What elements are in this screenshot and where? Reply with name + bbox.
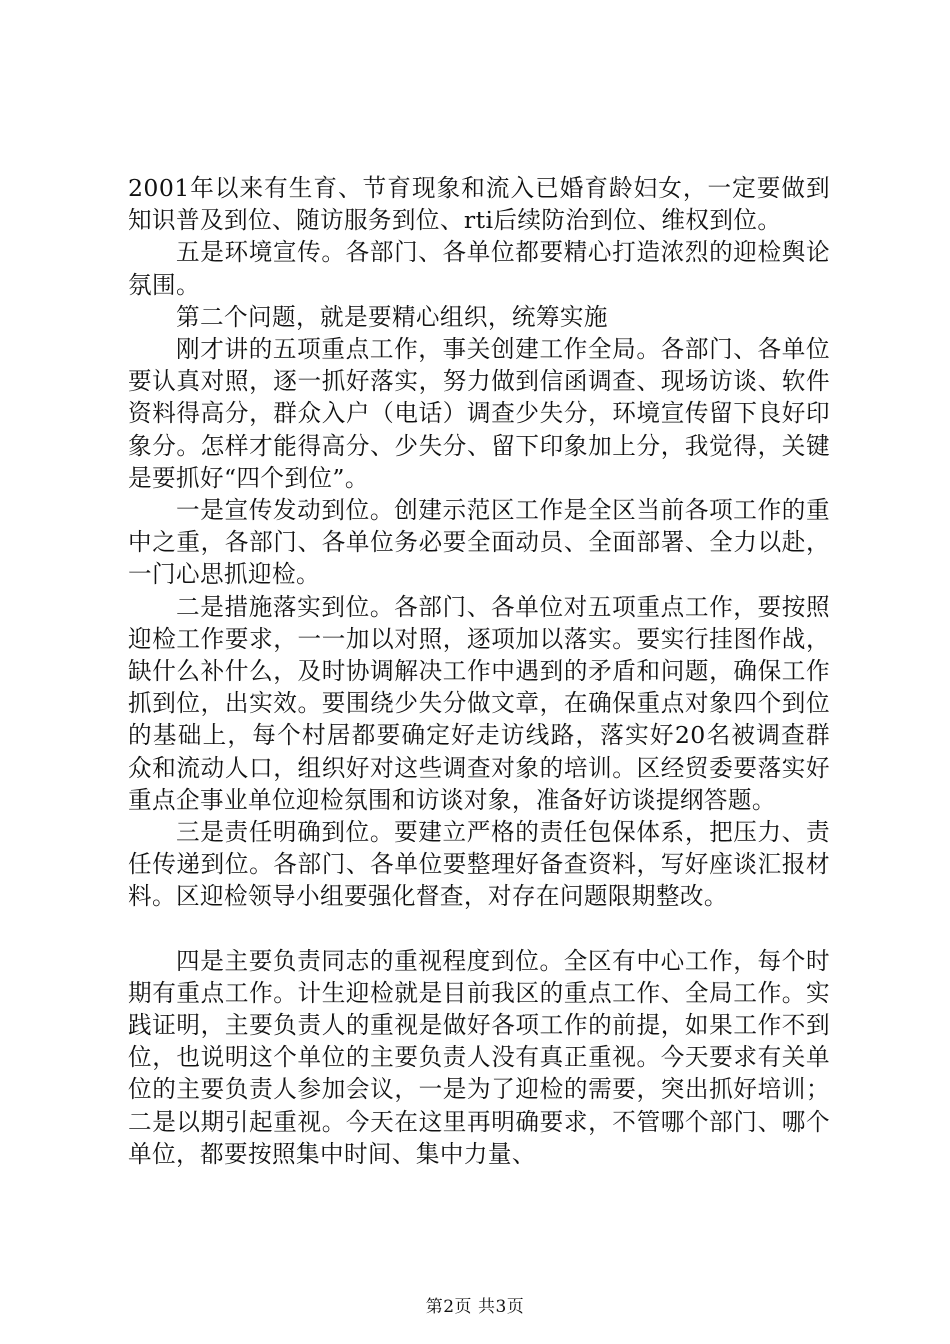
document-body [128,172,830,1170]
section-heading-second-issue: 第二个问题，就是要精心组织，统筹实施 [176,302,608,331]
paragraph-clear-responsibility: 三是责任明确到位。要建立严格的责任包保体系，把压力、责任传递到位。各部门、各单位要整理好备查资料，写好座谈汇报材料。区迎检领导小组要强化督查，对存在问题限期整改。 [128,818,830,911]
paragraph-leadership-attention: 四是主要负责同志的重视程度到位。全区有中心工作，每个时期有重点工作。计生迎检就是目前我区的重点工作、全局工作。实践证明，主要负责人的重视是做好各项工作的前提，如果工作不到位，也说明这个单位的主要负责人没有真正重视。今天要求有关单位的主要负责人参加会议，一是为了迎检的需要，突出抓好培训；二是以期引起重视。今天在这里再明确要求，不管哪个部门、哪个单位，都要按照集中时间、集中力量、 [128,946,830,1168]
paragraph-continuation: 2001年以来有生育、节育现象和流入已婚育龄妇女，一定要做到知识普及到位、随访服务到位、rti后续防治到位、维权到位。 [128,174,830,235]
page-footer: 第2页 共3页 [425,1297,525,1317]
paragraph-five-key-tasks: 刚才讲的五项重点工作，事关创建工作全局。各部门、各单位要认真对照，逐一抓好落实，努力做到信函调查、现场访谈、软件资料得高分，群众入户（电话）调查少失分，环境宣传留下良好印象分。怎样才能得高分、少失分、留下印象加上分，我觉得，关键是要抓好“四个到位”。 [128,335,830,492]
paragraph-spacer [128,913,830,945]
paragraph-environment-publicity: 五是环境宣传。各部门、各单位都要精心打造浓烈的迎检舆论氛围。 [128,238,830,299]
paragraph-measures-implementation: 二是措施落实到位。各部门、各单位对五项重点工作，要按照迎检工作要求，一一加以对照，逐项加以落实。要实行挂图作战，缺什么补什么，及时协调解决工作中遇到的矛盾和问题，确保工作抓到位，出实效。要围绕少失分做文章，在确保重点对象四个到位的基础上，每个村居都要确定好走访线路，落实好20名被调查群众和流动人口，组织好对这些调查对象的培训。区经贸委要落实好重点企事业单位迎检氛围和访谈对象，准备好访谈提纲答题。 [128,592,830,814]
paragraph-publicity-mobilization: 一是宣传发动到位。创建示范区工作是全区当前各项工作的重中之重，各部门、各单位务必要全面动员、全面部署、全力以赴，一门心思抓迎检。 [128,496,830,589]
